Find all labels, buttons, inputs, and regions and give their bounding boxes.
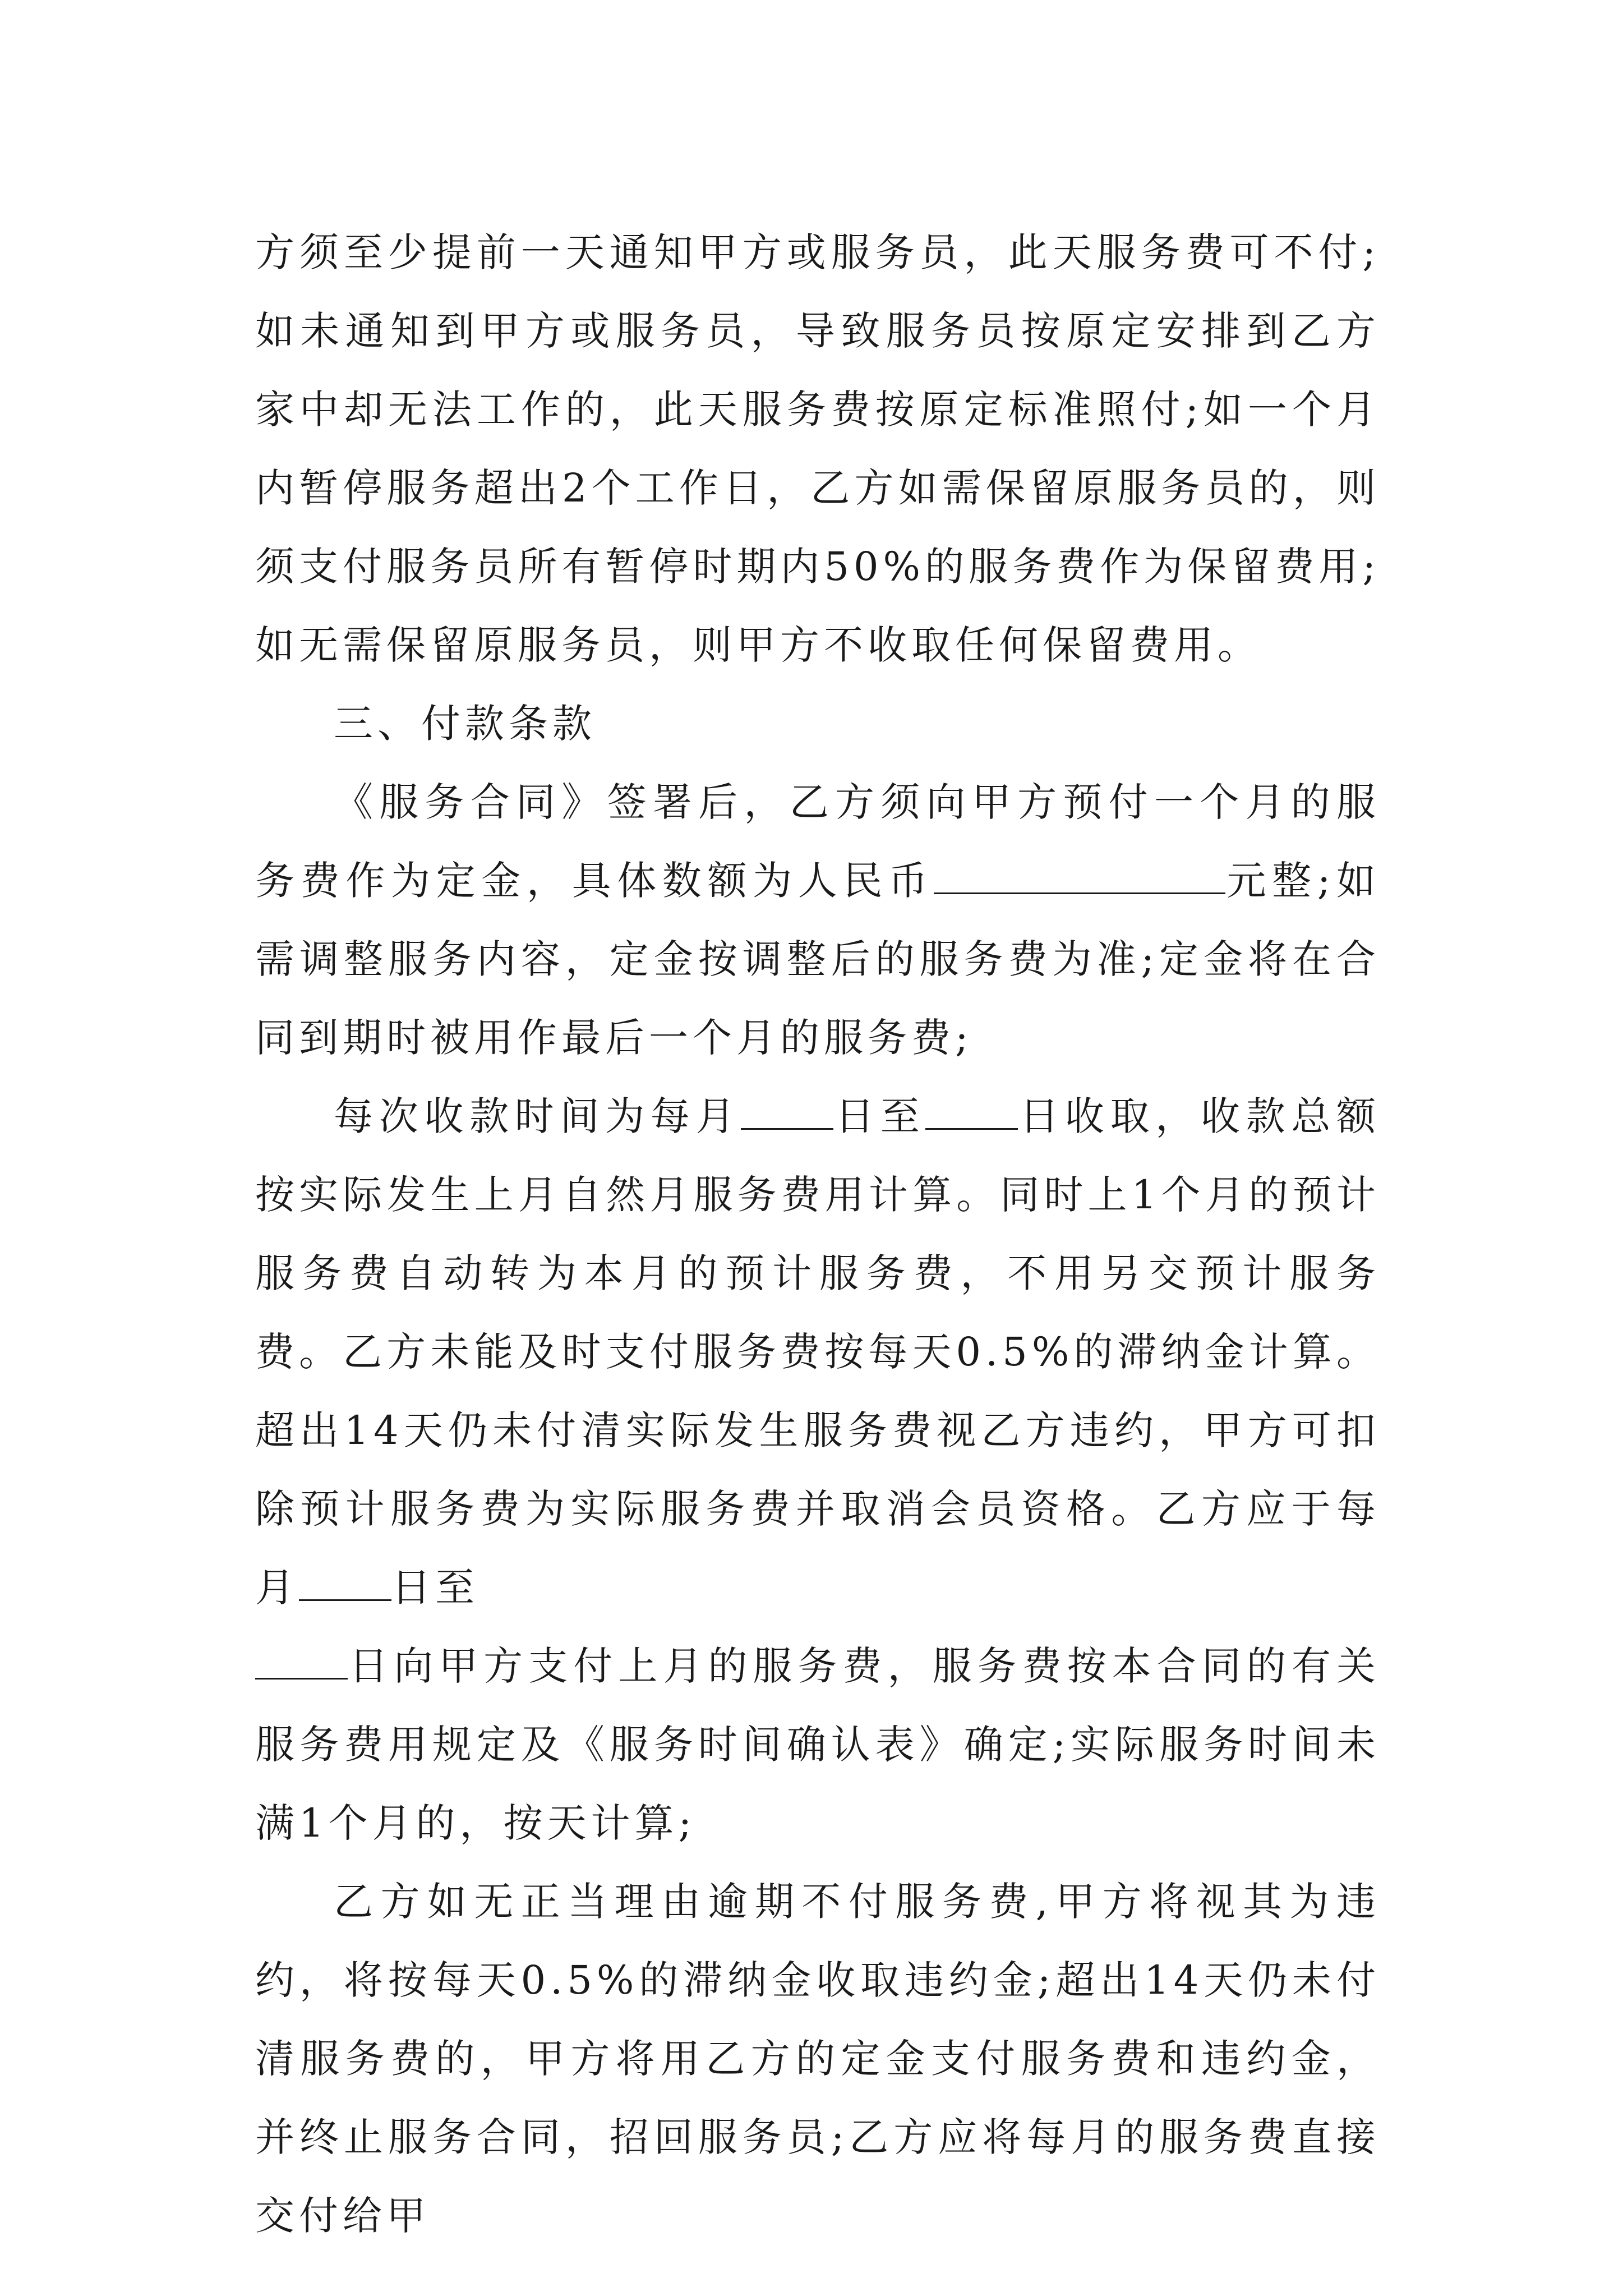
collection-text-e: 日向甲方支付上月的服务费，服务费按本合同的有关服务费用规定及《服务时间确认表》确定;实际服务时间未满1个月的，按天计算; bbox=[255, 1643, 1380, 1846]
deposit-text-b: 元整;如需调整服务内容，定金按调整后的服务费为准;定金将在合同到期时被用作最后一个月的服务费; bbox=[255, 858, 1380, 1061]
collection-text-a: 每次收款时间为每月 bbox=[334, 1093, 741, 1139]
blank-day-start bbox=[741, 1096, 833, 1130]
deposit-text-a: 《服务合同》签署后，乙方须向甲方预付一个月的服务费作为定金，具体数额为人民币 bbox=[255, 779, 1380, 904]
collection-text-b: 日至 bbox=[833, 1093, 926, 1139]
collection-text-c: 日收取，收款总额按实际发生上月自然月服务费用计算。同时上1个月的预计服务费自动转为本月的预计服务费，不用另交预计服务费。乙方未能及时支付服务费按每天0.5%的滞纳金计算。超出14天仍未付清实际发生服务费视乙方违约，甲方可扣除预计服务费为实际服务费并取消会员资格。乙方应于每月 bbox=[255, 1093, 1381, 1611]
document-body bbox=[255, 213, 1380, 2255]
blank-amount bbox=[934, 860, 1225, 894]
section-heading-payment-terms: 三、付款条款 bbox=[334, 701, 596, 747]
paragraph-deposit bbox=[255, 763, 1380, 1077]
blank-pay-day-start bbox=[299, 1567, 391, 1601]
paragraph-continued: 方须至少提前一天通知甲方或服务员，此天服务费可不付;如未通知到甲方或服务员，导致服务员按原定安排到乙方家中却无法工作的，此天服务费按原定标准照付;如一个月内暂停服务超出2个工作日，乙方如需保留原服务员的，则须支付服务员所有暂停时期内50%的服务费作为保留费用;如无需保留原服务员，则甲方不收取任何保留费用。 bbox=[255, 229, 1380, 668]
blank-day-end bbox=[925, 1096, 1018, 1130]
collection-text-d: 日至 bbox=[391, 1565, 479, 1611]
blank-pay-day-end bbox=[255, 1645, 348, 1680]
paragraph-late-payment: 乙方如无正当理由逾期不付服务费,甲方将视其为违约，将按每天0.5%的滞纳金收取违约金;超出14天仍未付清服务费的，甲方将用乙方的定金支付服务费和违约金，并终止服务合同，招回服务员;乙方应将每月的服务费直接交付给甲 bbox=[255, 1879, 1380, 2239]
paragraph-collection bbox=[255, 1077, 1380, 1862]
